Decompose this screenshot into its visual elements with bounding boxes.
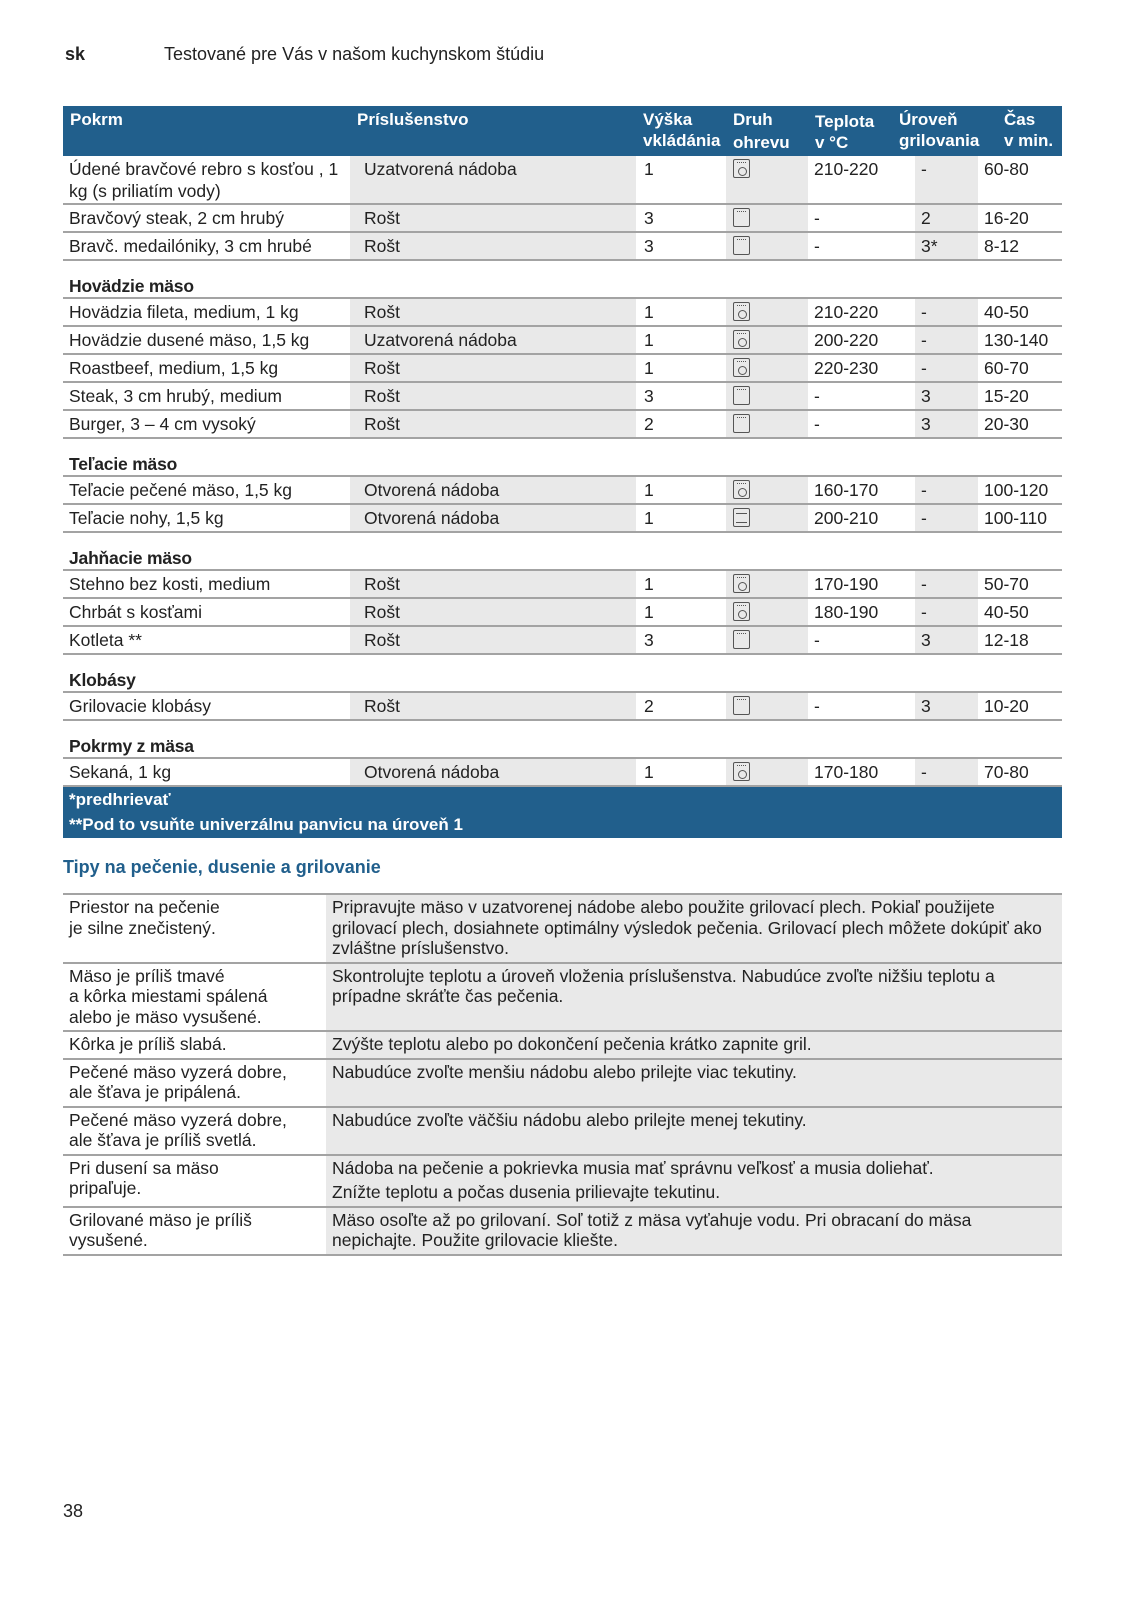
tips-table	[63, 893, 1062, 1256]
cell-level: 1	[636, 298, 726, 326]
cell-time: 50-70	[978, 570, 1062, 598]
cooking-table	[63, 106, 1062, 838]
cell-dish: Grilovacie klobásy	[63, 692, 350, 720]
cell-temperature: -	[808, 382, 915, 410]
cell-level: 3	[636, 382, 726, 410]
cell-dish: Údené bravčové rebro s kosťou , 1 kg (s priliatím vody)	[63, 156, 350, 204]
cell-level: 2	[636, 692, 726, 720]
table-row	[63, 598, 1062, 626]
cell-temperature: -	[808, 204, 915, 232]
section-header-row	[63, 438, 1062, 476]
fan-grill-icon	[733, 330, 750, 349]
tip-solution-text: Znížte teplotu a počas dusenia prilievajte tekutinu.	[332, 1182, 721, 1202]
cell-grill-level: -	[915, 156, 978, 204]
tip-problem	[63, 1031, 326, 1059]
tip-problem-line: Kôrka je príliš slabá.	[69, 1034, 227, 1054]
tip-problem-line: pripaľuje.	[69, 1178, 142, 1198]
cell-accessory: Rošt	[350, 354, 636, 382]
tip-solution	[326, 894, 1062, 963]
top-bottom-heat-icon	[733, 508, 750, 527]
table-row	[63, 326, 1062, 354]
cell-level: 1	[636, 504, 726, 532]
table-row	[63, 410, 1062, 438]
cell-grill-level: -	[915, 504, 978, 532]
tip-solution-text: Nabudúce zvoľte menšiu nádobu alebo prilejte viac tekutiny.	[332, 1061, 797, 1082]
cell-grill-level: -	[915, 326, 978, 354]
table-row	[63, 692, 1062, 720]
tip-solution	[326, 1107, 1062, 1155]
tip-problem	[63, 1155, 326, 1207]
cell-temperature: 200-210	[808, 504, 915, 532]
section-header-row	[63, 720, 1062, 758]
section-header-row	[63, 260, 1062, 298]
cell-level: 1	[636, 758, 726, 786]
cell-heating	[726, 692, 808, 720]
cell-accessory: Otvorená nádoba	[350, 476, 636, 504]
cell-heating	[726, 232, 808, 260]
cell-heating	[726, 298, 808, 326]
table-row	[63, 382, 1062, 410]
cell-dish: Stehno bez kosti, medium	[63, 570, 350, 598]
table-row	[63, 626, 1062, 654]
tip-row	[63, 1155, 1062, 1207]
cell-temperature: 160-170	[808, 476, 915, 504]
cell-time: 130-140	[978, 326, 1062, 354]
cell-level: 1	[636, 598, 726, 626]
cell-grill-level: 3	[915, 626, 978, 654]
cell-accessory: Rošt	[350, 570, 636, 598]
cell-time: 40-50	[978, 298, 1062, 326]
table-row	[63, 504, 1062, 532]
cell-temperature: 210-220	[808, 298, 915, 326]
section-title: Klobásy	[63, 654, 1062, 692]
cell-accessory: Uzatvorená nádoba	[350, 326, 636, 354]
tip-problem-line: a kôrka miestami spálená	[69, 986, 268, 1006]
cell-time: 100-110	[978, 504, 1062, 532]
cell-heating	[726, 504, 808, 532]
page-number: 38	[63, 1501, 84, 1521]
tip-solution	[326, 1155, 1062, 1207]
cell-dish: Chrbát s kosťami	[63, 598, 350, 626]
cell-temperature: 220-230	[808, 354, 915, 382]
tip-problem	[63, 1059, 326, 1107]
cell-temperature: 170-180	[808, 758, 915, 786]
tip-row	[63, 1207, 1062, 1255]
tip-problem	[63, 1207, 326, 1255]
footnote: *predhrievať	[63, 786, 1062, 812]
table-row	[63, 354, 1062, 382]
fan-grill-icon	[733, 159, 750, 178]
tip-row	[63, 1031, 1062, 1059]
cell-grill-level: 3	[915, 382, 978, 410]
tip-problem-line: Priestor na pečenie	[69, 897, 220, 917]
cell-dish: Kotleta **	[63, 626, 350, 654]
col-header-grill-level: Úroveň grilovania	[915, 106, 978, 156]
cell-temperature: -	[808, 410, 915, 438]
tip-problem-line: Pečené mäso vyzerá dobre,	[69, 1061, 287, 1082]
tip-problem-line: ale šťava je pripálená.	[69, 1082, 241, 1102]
tip-solution-text: Mäso osoľte až po grilovaní. Soľ totiž z mäsa vyťahuje vodu. Pri obracaní do mäsa nepichajte. Použite grilovacie kliešte.	[332, 1209, 972, 1250]
col-header-dish: Pokrm	[63, 106, 350, 156]
cell-accessory: Rošt	[350, 626, 636, 654]
tip-row	[63, 1107, 1062, 1155]
cell-dish: Hovädzia fileta, medium, 1 kg	[63, 298, 350, 326]
section-title: Jahňacie mäso	[63, 532, 1062, 570]
cell-temperature: 210-220	[808, 156, 915, 204]
table-row	[63, 758, 1062, 786]
table-row	[63, 298, 1062, 326]
cell-heating	[726, 354, 808, 382]
cell-temperature: -	[808, 692, 915, 720]
tip-row	[63, 894, 1062, 963]
tip-problem-line: je silne znečistený.	[69, 917, 216, 938]
cell-heating	[726, 156, 808, 204]
col-header-heating: Druh ohrevu	[726, 106, 808, 156]
cell-heating	[726, 410, 808, 438]
top-grill-icon	[733, 386, 750, 405]
cell-level: 1	[636, 326, 726, 354]
cell-heating	[726, 626, 808, 654]
tip-solution	[326, 1207, 1062, 1255]
cell-accessory: Rošt	[350, 382, 636, 410]
cell-time: 60-70	[978, 354, 1062, 382]
cell-heating	[726, 476, 808, 504]
cell-dish: Teľacie nohy, 1,5 kg	[63, 504, 350, 532]
top-grill-icon	[733, 630, 750, 649]
cell-dish: Teľacie pečené mäso, 1,5 kg	[63, 476, 350, 504]
footnote-row	[63, 786, 1062, 812]
cell-grill-level: -	[915, 298, 978, 326]
cell-level: 1	[636, 156, 726, 204]
cell-heating	[726, 326, 808, 354]
table-header-row	[63, 106, 1062, 156]
cell-dish: Roastbeef, medium, 1,5 kg	[63, 354, 350, 382]
tip-solution	[326, 1031, 1062, 1059]
cell-level: 1	[636, 354, 726, 382]
cell-temperature: 200-220	[808, 326, 915, 354]
cell-temperature: -	[808, 232, 915, 260]
cell-heating	[726, 570, 808, 598]
cell-temperature: 180-190	[808, 598, 915, 626]
footnote: **Pod to vsuňte univerzálnu panvicu na úroveň 1	[63, 812, 1062, 838]
cell-temperature: -	[808, 626, 915, 654]
cell-grill-level: 3	[915, 692, 978, 720]
tip-problem	[63, 1107, 326, 1155]
tip-problem-line: Mäso je príliš tmavé	[69, 965, 225, 986]
cell-time: 60-80	[978, 156, 1062, 204]
section-title: Hovädzie mäso	[63, 260, 1062, 298]
cell-grill-level: 2	[915, 204, 978, 232]
cell-time: 20-30	[978, 410, 1062, 438]
section-title: Teľacie mäso	[63, 438, 1062, 476]
tip-solution-text: Nabudúce zvoľte väčšiu nádobu alebo prilejte menej tekutiny.	[332, 1109, 807, 1130]
cell-time: 70-80	[978, 758, 1062, 786]
cell-grill-level: -	[915, 354, 978, 382]
cell-time: 40-50	[978, 598, 1062, 626]
section-title: Pokrmy z mäsa	[63, 720, 1062, 758]
tip-problem	[63, 894, 326, 963]
cell-dish: Sekaná, 1 kg	[63, 758, 350, 786]
language-code: sk	[65, 44, 86, 64]
cell-accessory: Rošt	[350, 298, 636, 326]
running-title: Testované pre Vás v našom kuchynskom štúdiu	[164, 44, 545, 64]
tip-solution	[326, 1059, 1062, 1107]
footnote-row	[63, 812, 1062, 838]
cell-level: 3	[636, 232, 726, 260]
cell-dish: Bravč. medailóniky, 3 cm hrubé	[63, 232, 350, 260]
top-grill-icon	[733, 696, 750, 715]
cell-heating	[726, 204, 808, 232]
cell-accessory: Rošt	[350, 692, 636, 720]
section-header-row	[63, 654, 1062, 692]
cell-grill-level: 3*	[915, 232, 978, 260]
tip-problem-line: alebo je mäso vysušené.	[69, 1006, 262, 1027]
table-row	[63, 156, 1062, 204]
tip-problem	[63, 963, 326, 1032]
cell-level: 3	[636, 204, 726, 232]
fan-grill-icon	[733, 602, 750, 621]
cell-accessory: Rošt	[350, 598, 636, 626]
tip-row	[63, 963, 1062, 1032]
cell-dish: Burger, 3 – 4 cm vysoký	[63, 410, 350, 438]
cell-time: 10-20	[978, 692, 1062, 720]
cell-level: 1	[636, 476, 726, 504]
tip-problem-line: Pri dusení sa mäso	[69, 1157, 219, 1178]
cell-level: 2	[636, 410, 726, 438]
col-header-accessory: Príslušenstvo	[350, 106, 636, 156]
cell-heating	[726, 598, 808, 626]
cell-time: 12-18	[978, 626, 1062, 654]
cell-accessory: Rošt	[350, 204, 636, 232]
top-grill-icon	[733, 236, 750, 255]
fan-grill-icon	[733, 480, 750, 499]
cell-time: 100-120	[978, 476, 1062, 504]
cell-accessory: Uzatvorená nádoba	[350, 156, 636, 204]
top-grill-icon	[733, 414, 750, 433]
cell-accessory: Otvorená nádoba	[350, 504, 636, 532]
cell-time: 16-20	[978, 204, 1062, 232]
cell-time: 15-20	[978, 382, 1062, 410]
cell-grill-level: -	[915, 476, 978, 504]
cell-heating	[726, 758, 808, 786]
cell-grill-level: 3	[915, 410, 978, 438]
tip-solution	[326, 963, 1062, 1032]
tips-title: Tipy na pečenie, dusenie a grilovanie	[63, 857, 381, 877]
col-header-temperature: Teplota v °C	[808, 106, 915, 156]
tip-problem-line: Grilované mäso je príliš	[69, 1209, 252, 1230]
cell-accessory: Rošt	[350, 232, 636, 260]
top-grill-icon	[733, 208, 750, 227]
cell-grill-level: -	[915, 758, 978, 786]
cell-level: 1	[636, 570, 726, 598]
cell-grill-level: -	[915, 598, 978, 626]
cell-heating	[726, 382, 808, 410]
fan-grill-icon	[733, 302, 750, 321]
tip-solution-text: Pripravujte mäso v uzatvorenej nádobe alebo použite grilovací plech. Pokiaľ použijete grilovací plech, dosiahnete optimálny výsledok pečenia. Grilovací plech môžete dokúpiť ako zvláštne príslušenstvo.	[332, 897, 1042, 958]
col-header-time: Čas v min.	[978, 106, 1062, 156]
cell-accessory: Otvorená nádoba	[350, 758, 636, 786]
cell-time: 8-12	[978, 232, 1062, 260]
table-row	[63, 232, 1062, 260]
table-row	[63, 204, 1062, 232]
tip-row	[63, 1059, 1062, 1107]
page-header	[63, 42, 1063, 70]
tip-solution-text: Zvýšte teplotu alebo po dokončení pečenia krátko zapnite gril.	[332, 1034, 812, 1054]
cell-temperature: 170-190	[808, 570, 915, 598]
cell-grill-level: -	[915, 570, 978, 598]
cell-accessory: Rošt	[350, 410, 636, 438]
fan-grill-icon	[733, 574, 750, 593]
tip-problem-line: vysušené.	[69, 1230, 148, 1250]
tip-solution-text: Nádoba na pečenie a pokrievka musia mať správnu veľkosť a musia doliehať.	[332, 1157, 934, 1178]
fan-grill-icon	[733, 358, 750, 377]
cell-dish: Hovädzie dusené mäso, 1,5 kg	[63, 326, 350, 354]
cell-dish: Steak, 3 cm hrubý, medium	[63, 382, 350, 410]
section-header-row	[63, 532, 1062, 570]
tip-solution-text: Skontrolujte teplotu a úroveň vloženia príslušenstva. Nabudúce zvoľte nižšiu teplotu a prípadne skráťte čas pečenia.	[332, 965, 995, 1006]
table-row	[63, 570, 1062, 598]
tip-problem-line: ale šťava je príliš svetlá.	[69, 1130, 257, 1150]
cell-dish: Bravčový steak, 2 cm hrubý	[63, 204, 350, 232]
table-row	[63, 476, 1062, 504]
col-header-level: Výška vkládánia	[636, 106, 726, 156]
cell-level: 3	[636, 626, 726, 654]
fan-grill-icon	[733, 762, 750, 781]
tip-problem-line: Pečené mäso vyzerá dobre,	[69, 1109, 287, 1130]
